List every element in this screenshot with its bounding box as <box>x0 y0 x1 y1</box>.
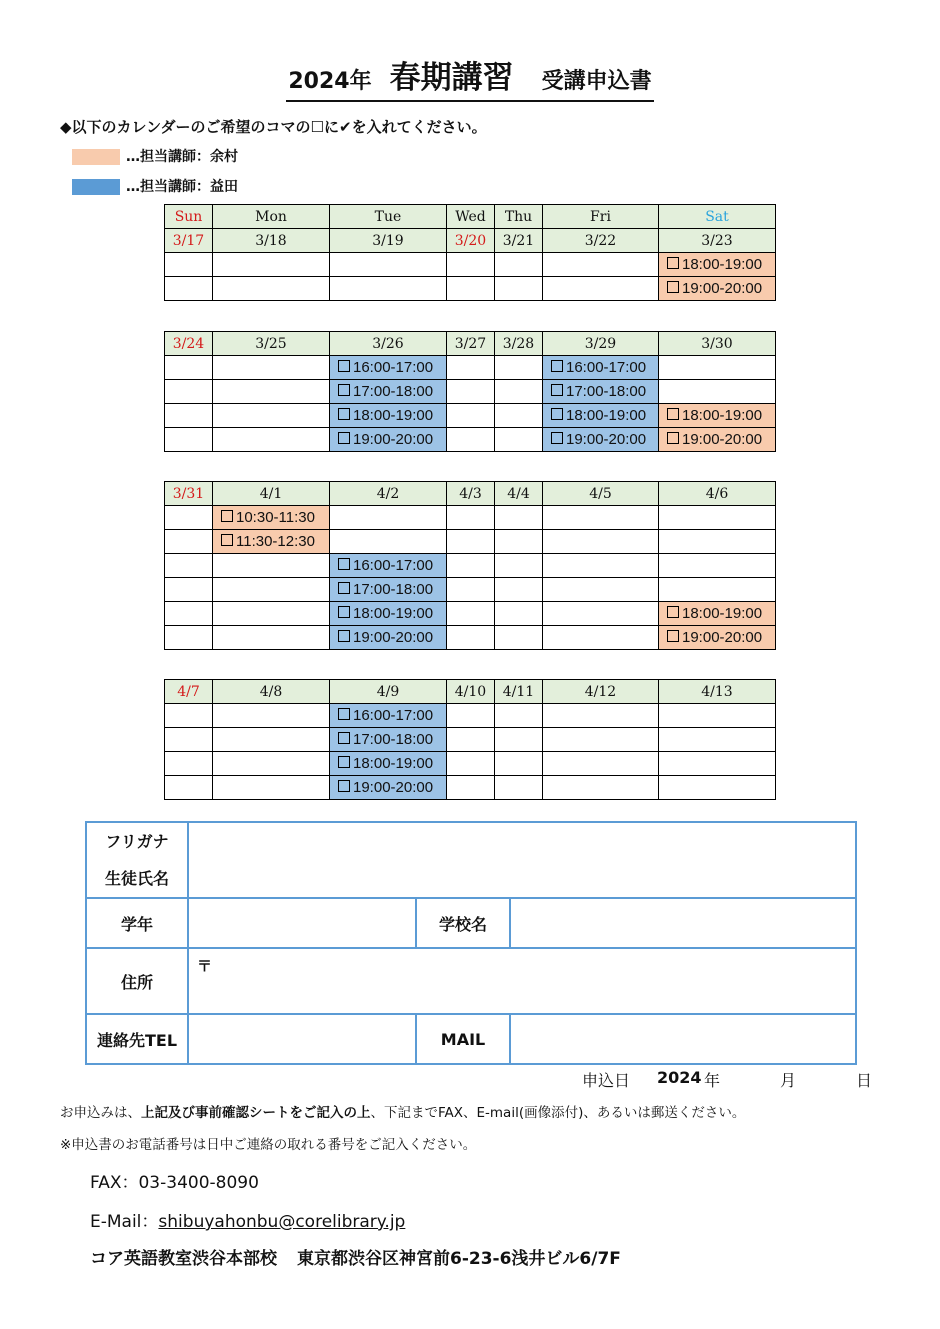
date-cell: 3/24 <box>165 332 213 356</box>
time-slot-masuda[interactable] <box>330 704 447 728</box>
empty-cell <box>495 428 543 452</box>
date-cell: 4/12 <box>543 680 659 704</box>
time-slot-label: 16:00-17:00 <box>566 359 647 376</box>
date-cell: 4/8 <box>213 680 330 704</box>
time-slot-row <box>165 404 776 428</box>
checkbox-icon[interactable] <box>667 606 679 618</box>
date-cell: 4/3 <box>447 482 495 506</box>
date-row <box>165 332 776 356</box>
empty-cell <box>165 752 213 776</box>
time-slot-label: 18:00-19:00 <box>682 407 763 424</box>
school-address: 東京都渋谷区神宮前6-23-6浅井ビル6/7F <box>297 1249 621 1269</box>
empty-cell <box>165 776 213 800</box>
empty-cell <box>213 602 330 626</box>
empty-cell <box>543 704 659 728</box>
empty-cell <box>495 728 543 752</box>
time-slot-yomura[interactable] <box>659 626 776 650</box>
empty-cell <box>447 704 495 728</box>
empty-cell <box>447 253 495 277</box>
checkbox-icon[interactable] <box>667 281 679 293</box>
submission-note <box>60 1101 745 1121</box>
empty-cell <box>659 554 776 578</box>
legend-masuda <box>72 176 238 194</box>
empty-cell <box>659 776 776 800</box>
date-label: 申込日 <box>582 1071 631 1090</box>
checkbox-icon[interactable] <box>338 732 350 744</box>
checkbox-icon[interactable] <box>338 384 350 396</box>
empty-cell <box>543 253 659 277</box>
time-slot-label: 18:00-19:00 <box>682 605 763 622</box>
note-emphasis: 上記及び事前確認シートをご記入の上 <box>141 1105 371 1121</box>
empty-cell <box>659 578 776 602</box>
empty-cell <box>543 752 659 776</box>
empty-cell <box>495 253 543 277</box>
empty-cell <box>447 776 495 800</box>
note-part: お申込みは、 <box>60 1105 141 1121</box>
tel-label: 連絡先TEL <box>86 1014 188 1064</box>
empty-cell <box>659 704 776 728</box>
weekday-wed: Wed <box>447 205 495 229</box>
time-slot-label: 18:00-19:00 <box>353 755 434 772</box>
empty-cell <box>495 380 543 404</box>
weekday-sun: Sun <box>165 205 213 229</box>
time-slot-yomura[interactable] <box>659 428 776 452</box>
legend-label: …担当講師：益田 <box>126 179 238 195</box>
time-slot-masuda[interactable] <box>330 602 447 626</box>
time-slot-label: 16:00-17:00 <box>353 359 434 376</box>
empty-cell <box>659 530 776 554</box>
time-slot-row <box>165 380 776 404</box>
empty-cell <box>165 554 213 578</box>
instruction-text: ◆以下のカレンダーのご希望のコマの☐に✔を入れてください。 <box>60 118 487 136</box>
checkbox-icon[interactable] <box>221 510 233 522</box>
empty-cell <box>165 626 213 650</box>
date-year: 2024 <box>657 1068 702 1087</box>
time-slot-masuda[interactable] <box>330 404 447 428</box>
time-slot-label: 18:00-19:00 <box>353 605 434 622</box>
date-cell: 3/17 <box>165 229 213 253</box>
time-slot-masuda[interactable] <box>330 752 447 776</box>
time-slot-row <box>165 776 776 800</box>
date-cell: 4/1 <box>213 482 330 506</box>
empty-cell <box>447 506 495 530</box>
empty-cell <box>447 578 495 602</box>
date-cell: 4/9 <box>330 680 447 704</box>
calendar-week-4 <box>164 679 776 800</box>
weekday-thu: Thu <box>495 205 543 229</box>
legend-swatch-blue <box>72 179 120 195</box>
empty-cell <box>495 704 543 728</box>
time-slot-row <box>165 554 776 578</box>
time-slot-row <box>165 356 776 380</box>
empty-cell <box>165 404 213 428</box>
time-slot-yomura[interactable] <box>659 253 776 277</box>
weekday-sat: Sat <box>659 205 776 229</box>
empty-cell <box>165 506 213 530</box>
empty-cell <box>165 356 213 380</box>
weekday-header-row <box>165 205 776 229</box>
empty-cell <box>495 554 543 578</box>
time-slot-yomura[interactable] <box>659 277 776 301</box>
checkbox-icon[interactable] <box>667 432 679 444</box>
checkbox-icon[interactable] <box>551 360 563 372</box>
checkbox-icon[interactable] <box>338 780 350 792</box>
time-slot-row <box>165 253 776 277</box>
date-cell: 4/4 <box>495 482 543 506</box>
legend-label: …担当講師：余村 <box>126 149 238 165</box>
empty-cell <box>543 602 659 626</box>
time-slot-row <box>165 506 776 530</box>
empty-cell <box>447 554 495 578</box>
school-name: コア英語教室渋谷本部校 <box>90 1249 277 1269</box>
time-slot-label: 16:00-17:00 <box>353 557 434 574</box>
weekday-tue: Tue <box>330 205 447 229</box>
student-name-label: 生徒氏名 <box>104 869 169 888</box>
email-link[interactable]: shibuyahonbu@corelibrary.jp <box>158 1212 406 1232</box>
checkbox-icon[interactable] <box>667 408 679 420</box>
empty-cell <box>495 404 543 428</box>
weekday-fri: Fri <box>543 205 659 229</box>
empty-cell <box>659 728 776 752</box>
tel-field[interactable] <box>188 1014 416 1064</box>
application-form <box>85 821 857 1065</box>
date-cell: 4/5 <box>543 482 659 506</box>
time-slot-label: 16:00-17:00 <box>353 707 434 724</box>
empty-cell <box>165 728 213 752</box>
empty-cell <box>165 277 213 301</box>
time-slot-row <box>165 530 776 554</box>
empty-cell <box>165 602 213 626</box>
phone-note: ※申込書のお電話番号は日中ご連絡の取れる番号をご記入ください。 <box>60 1137 477 1153</box>
school-field[interactable] <box>510 898 856 948</box>
time-slot-label: 19:00-20:00 <box>682 431 763 448</box>
empty-cell <box>659 356 776 380</box>
empty-cell <box>495 752 543 776</box>
title-sub: 受講申込書 <box>541 69 652 94</box>
time-slot-masuda[interactable] <box>543 404 659 428</box>
time-slot-row <box>165 578 776 602</box>
empty-cell <box>447 277 495 301</box>
empty-cell <box>213 277 330 301</box>
time-slot-label: 17:00-18:00 <box>353 731 434 748</box>
time-slot-label: 19:00-20:00 <box>682 629 763 646</box>
time-slot-masuda[interactable] <box>330 728 447 752</box>
time-slot-row <box>165 752 776 776</box>
empty-cell <box>447 428 495 452</box>
checkbox-icon[interactable] <box>338 408 350 420</box>
page-title <box>0 52 940 102</box>
date-year-unit: 年 <box>704 1071 721 1090</box>
empty-cell <box>447 356 495 380</box>
time-slot-row <box>165 602 776 626</box>
date-cell: 4/10 <box>447 680 495 704</box>
time-slot-label: 18:00-19:00 <box>353 407 434 424</box>
time-slot-masuda[interactable] <box>330 776 447 800</box>
date-month-unit: 月 <box>780 1071 797 1090</box>
empty-cell <box>165 380 213 404</box>
time-slot-masuda[interactable] <box>330 428 447 452</box>
empty-cell <box>543 554 659 578</box>
weekday-mon: Mon <box>213 205 330 229</box>
empty-cell <box>213 728 330 752</box>
furigana-label: フリガナ <box>105 832 169 851</box>
checkbox-icon[interactable] <box>338 708 350 720</box>
empty-cell <box>447 626 495 650</box>
date-cell: 3/29 <box>543 332 659 356</box>
empty-cell <box>659 380 776 404</box>
checkbox-icon[interactable] <box>221 534 233 546</box>
legend-yomura <box>72 146 238 164</box>
title-year: 2024年 <box>288 69 372 94</box>
empty-cell <box>543 728 659 752</box>
date-cell: 3/27 <box>447 332 495 356</box>
empty-cell <box>495 776 543 800</box>
checkbox-icon[interactable] <box>338 432 350 444</box>
empty-cell <box>165 704 213 728</box>
grade-field[interactable] <box>188 898 416 948</box>
empty-cell <box>330 253 447 277</box>
empty-cell <box>659 506 776 530</box>
empty-cell <box>543 578 659 602</box>
time-slot-label: 19:00-20:00 <box>353 629 434 646</box>
date-cell: 4/7 <box>165 680 213 704</box>
school-label: 学校名 <box>416 898 510 948</box>
date-cell: 3/20 <box>447 229 495 253</box>
time-slot-masuda[interactable] <box>543 356 659 380</box>
time-slot-label: 19:00-20:00 <box>682 280 763 297</box>
time-slot-row <box>165 428 776 452</box>
time-slot-label: 10:30-11:30 <box>236 509 315 526</box>
time-slot-label: 19:00-20:00 <box>353 779 434 796</box>
empty-cell <box>495 356 543 380</box>
empty-cell <box>330 506 447 530</box>
time-slot-yomura[interactable] <box>659 602 776 626</box>
address-line <box>90 1244 621 1269</box>
empty-cell <box>495 578 543 602</box>
checkbox-icon[interactable] <box>338 630 350 642</box>
time-slot-label: 18:00-19:00 <box>566 407 647 424</box>
empty-cell <box>213 626 330 650</box>
empty-cell <box>543 530 659 554</box>
fax-line: FAX：03-3400-8090 <box>90 1173 259 1193</box>
date-cell: 3/31 <box>165 482 213 506</box>
empty-cell <box>495 602 543 626</box>
empty-cell <box>659 752 776 776</box>
empty-cell <box>495 530 543 554</box>
empty-cell <box>165 578 213 602</box>
empty-cell <box>447 380 495 404</box>
legend-swatch-orange <box>72 149 120 165</box>
empty-cell <box>495 506 543 530</box>
time-slot-row <box>165 626 776 650</box>
empty-cell <box>213 380 330 404</box>
address-field[interactable] <box>188 948 856 1014</box>
email-label: E-Mail： <box>90 1212 159 1232</box>
time-slot-masuda[interactable] <box>330 554 447 578</box>
time-slot-yomura[interactable] <box>659 404 776 428</box>
time-slot-label: 17:00-18:00 <box>353 383 434 400</box>
empty-cell <box>330 530 447 554</box>
time-slot-row <box>165 277 776 301</box>
time-slot-label: 17:00-18:00 <box>566 383 647 400</box>
time-slot-masuda[interactable] <box>330 380 447 404</box>
mail-field[interactable] <box>510 1014 856 1064</box>
empty-cell <box>213 554 330 578</box>
empty-cell <box>447 602 495 626</box>
date-cell: 3/19 <box>330 229 447 253</box>
empty-cell <box>543 277 659 301</box>
note-part: 、下記までFAX、E-mail(画像添付)、あるいは郵送ください。 <box>370 1105 746 1121</box>
empty-cell <box>213 704 330 728</box>
email-line <box>90 1207 405 1232</box>
empty-cell <box>213 253 330 277</box>
empty-cell <box>213 776 330 800</box>
empty-cell <box>543 506 659 530</box>
time-slot-label: 19:00-20:00 <box>353 431 434 448</box>
checkbox-icon[interactable] <box>338 360 350 372</box>
empty-cell <box>447 752 495 776</box>
empty-cell <box>213 752 330 776</box>
date-cell: 3/26 <box>330 332 447 356</box>
date-cell: 4/6 <box>659 482 776 506</box>
empty-cell <box>330 277 447 301</box>
date-cell: 3/30 <box>659 332 776 356</box>
time-slot-label: 18:00-19:00 <box>682 256 763 273</box>
date-cell: 3/25 <box>213 332 330 356</box>
empty-cell <box>165 253 213 277</box>
checkbox-icon[interactable] <box>338 558 350 570</box>
calendar-week-2 <box>164 331 776 452</box>
date-cell: 3/21 <box>495 229 543 253</box>
name-label-cell <box>86 822 188 898</box>
time-slot-row <box>165 704 776 728</box>
empty-cell <box>495 626 543 650</box>
empty-cell <box>447 728 495 752</box>
date-cell: 4/2 <box>330 482 447 506</box>
empty-cell <box>213 428 330 452</box>
date-row <box>165 482 776 506</box>
empty-cell <box>543 776 659 800</box>
empty-cell <box>447 530 495 554</box>
mail-label: MAIL <box>416 1014 510 1064</box>
student-name-field[interactable] <box>188 822 856 898</box>
empty-cell <box>165 530 213 554</box>
grade-label: 学年 <box>86 898 188 948</box>
calendar-week-3 <box>164 481 776 650</box>
empty-cell <box>543 626 659 650</box>
time-slot-label: 19:00-20:00 <box>566 431 647 448</box>
time-slot-label: 17:00-18:00 <box>353 581 434 598</box>
title-main: 春期講習 <box>389 60 514 96</box>
date-day-unit: 日 <box>856 1071 873 1090</box>
time-slot-yomura[interactable] <box>213 506 330 530</box>
empty-cell <box>213 578 330 602</box>
checkbox-icon[interactable] <box>551 384 563 396</box>
time-slot-masuda[interactable] <box>330 626 447 650</box>
empty-cell <box>165 428 213 452</box>
time-slot-label: 11:30-12:30 <box>236 533 315 550</box>
calendar-week-1 <box>164 204 776 301</box>
date-cell: 4/11 <box>495 680 543 704</box>
empty-cell <box>213 404 330 428</box>
checkbox-icon[interactable] <box>338 582 350 594</box>
time-slot-masuda[interactable] <box>543 380 659 404</box>
time-slot-masuda[interactable] <box>330 578 447 602</box>
empty-cell <box>495 277 543 301</box>
date-row <box>165 229 776 253</box>
time-slot-yomura[interactable] <box>213 530 330 554</box>
time-slot-row <box>165 728 776 752</box>
checkbox-icon[interactable] <box>338 606 350 618</box>
checkbox-icon[interactable] <box>551 432 563 444</box>
checkbox-icon[interactable] <box>338 756 350 768</box>
empty-cell <box>213 356 330 380</box>
empty-cell <box>447 404 495 428</box>
date-cell: 3/28 <box>495 332 543 356</box>
date-cell: 3/18 <box>213 229 330 253</box>
date-cell: 3/22 <box>543 229 659 253</box>
postal-mark: 〒 <box>197 957 213 975</box>
date-cell: 3/23 <box>659 229 776 253</box>
time-slot-masuda[interactable] <box>543 428 659 452</box>
date-cell: 4/13 <box>659 680 776 704</box>
address-label: 住所 <box>86 948 188 1014</box>
date-row <box>165 680 776 704</box>
time-slot-masuda[interactable] <box>330 356 447 380</box>
checkbox-icon[interactable] <box>667 257 679 269</box>
checkbox-icon[interactable] <box>551 408 563 420</box>
checkbox-icon[interactable] <box>667 630 679 642</box>
